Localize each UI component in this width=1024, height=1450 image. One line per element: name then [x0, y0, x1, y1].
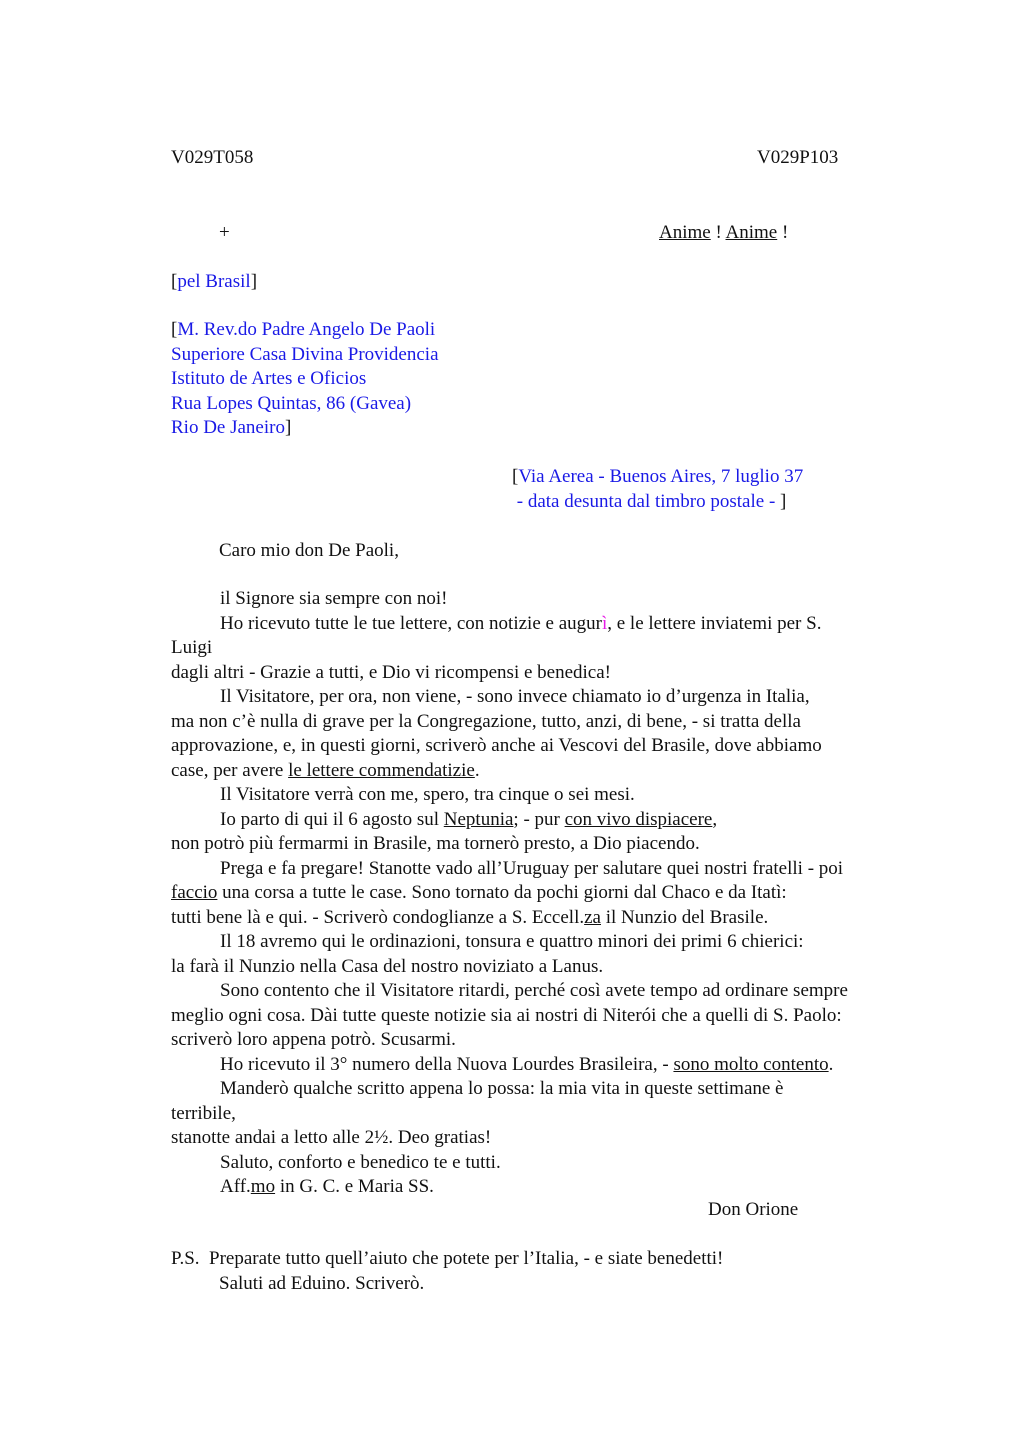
- body-line: Prega e fa pregare! Stanotte vado all’Uruguay per salutare quei nostri fratelli - poi: [220, 857, 844, 879]
- body-line: [171, 1175, 848, 1200]
- bracket-open: [: [512, 466, 519, 487]
- date-source-text: - data desunta dal timbro postale -: [512, 491, 781, 512]
- underlined-text: con vivo dispiacere: [564, 808, 713, 830]
- address-line: Rua Lopes Quintas, 86 (Gavea): [171, 392, 412, 414]
- salutation: Caro mio don De Paoli,: [219, 540, 399, 561]
- body-text: Ho ricevuto il 3° numero della Nuova Lourdes Brasileira, -: [220, 1053, 674, 1075]
- underlined-text: faccio: [171, 882, 218, 903]
- body-text: Aff.: [220, 1176, 251, 1197]
- body-text: Ho ricevuto tutte le tue lettere, con notizie e augur: [220, 612, 602, 634]
- address-line: [171, 318, 439, 343]
- body-text: case, per avere: [171, 759, 289, 781]
- letter-body: [171, 587, 848, 1200]
- destination-note: [171, 270, 257, 294]
- bracket-close: ]: [250, 271, 258, 292]
- body-line: [171, 759, 848, 784]
- postscript-line-1: P.S. Preparate tutto quell’aiuto che potete per l’Italia, - e siate benedetti!: [171, 1248, 724, 1269]
- address-block: [171, 318, 439, 441]
- body-line: il Signore sia sempre con noi!: [220, 588, 448, 609]
- body-line: Il 18 avremo qui le ordinazioni, tonsura e quattro minori dei primi 6 chierici:: [220, 931, 804, 952]
- bracket-open: [: [171, 271, 178, 292]
- address-line: Istituto de Artes e Oficios: [171, 368, 367, 389]
- body-line: Luigi: [171, 637, 213, 658]
- body-line: Manderò qualche scritto appena lo possa: la mia vita in queste settimane è: [220, 1078, 784, 1099]
- destination-text: pel Brasil: [177, 271, 251, 292]
- address-line: [171, 416, 439, 441]
- motto-word-2: Anime: [725, 222, 778, 243]
- bracket-close: ]: [780, 491, 787, 512]
- body-line: dagli altri - Grazie a tutti, e Dio vi ricompensi e benedica!: [171, 661, 611, 683]
- body-line: meglio ogni cosa. Dài tutte queste notizie sia ai nostri di Niterói che a quelli di S. Paolo:: [171, 1004, 842, 1026]
- body-text: Io parto di qui il 6 agosto sul: [220, 808, 444, 830]
- body-line: [171, 808, 848, 833]
- cross-symbol: +: [219, 222, 230, 243]
- date-note-line-2: [512, 490, 786, 514]
- underlined-text: le lettere commendatizie: [288, 759, 475, 781]
- body-text: .: [474, 759, 480, 781]
- signature: Don Orione: [708, 1199, 799, 1220]
- body-line: [171, 1053, 848, 1078]
- body-text: in G. C. e Maria SS.: [275, 1176, 434, 1197]
- body-line: Il Visitatore verrà con me, spero, tra cinque o sei mesi.: [220, 784, 635, 805]
- motto-exclamation-1: !: [715, 222, 722, 243]
- body-line: [171, 612, 848, 637]
- underlined-text: Neptunia: [443, 808, 514, 830]
- body-line: scriverò loro appena potrò. Scusarmi.: [171, 1029, 456, 1050]
- body-line: Saluto, conforto e benedico te e tutti.: [220, 1151, 501, 1173]
- date-note-line-1: [512, 465, 803, 489]
- document-code-left: V029T058: [171, 147, 254, 168]
- body-line: ma non c’è nulla di grave per la Congregazione, tutto, anzi, di bene, - si tratta della: [171, 710, 801, 732]
- underlined-text: za: [584, 906, 601, 928]
- address-line: Superiore Casa Divina Providencia: [171, 343, 439, 365]
- body-text: il Nunzio del Brasile.: [600, 906, 769, 928]
- body-line: Il Visitatore, per ora, non viene, - sono invece chiamato io d’urgenza in Italia,: [220, 686, 810, 707]
- motto-word-1: Anime: [659, 222, 711, 243]
- date-text: Via Aerea - Buenos Aires, 7 luglio 37: [518, 466, 804, 487]
- body-text: .: [828, 1053, 834, 1075]
- motto: [659, 221, 788, 245]
- body-text: una corsa a tutte le case. Sono tornato da pochi giorni dal Chaco e da Itatì:: [217, 882, 787, 903]
- document-code-right: V029P103: [757, 147, 839, 168]
- body-line: approvazione, e, in questi giorni, scriverò anche ai Vescovi del Brasile, dove abbiamo: [171, 735, 822, 756]
- body-text: ; - pur: [513, 808, 565, 830]
- body-text: tutti bene là e qui. - Scriverò condoglianze a S. Eccell.: [171, 906, 585, 928]
- underlined-text: sono molto contento: [673, 1053, 829, 1075]
- body-line: terribile,: [171, 1102, 236, 1124]
- underlined-text: mo: [250, 1176, 276, 1197]
- address-text: Rio De Janeiro: [171, 417, 285, 438]
- body-line: [171, 881, 848, 906]
- body-text: ,: [712, 808, 718, 830]
- postscript-line-2: Saluti ad Eduino. Scriverò.: [219, 1273, 425, 1294]
- editorial-correction: ì: [601, 612, 608, 634]
- bracket-close: ]: [284, 417, 292, 438]
- body-line: [171, 906, 848, 931]
- body-text: , e le lettere inviatemi per S.: [607, 612, 822, 634]
- body-line: la farà il Nunzio nella Casa del nostro noviziato a Lanus.: [171, 955, 604, 977]
- body-line: Sono contento che il Visitatore ritardi, perché così avete tempo ad ordinare sempre: [220, 980, 848, 1001]
- address-text: M. Rev.do Padre Angelo De Paoli: [177, 319, 436, 340]
- motto-exclamation-2: !: [781, 222, 789, 243]
- body-line: non potrò più fermarmi in Brasile, ma tornerò presto, a Dio piacendo.: [171, 833, 700, 854]
- body-line: stanotte andai a letto alle 2½. Deo gratias!: [171, 1127, 492, 1148]
- bracket-open: [: [171, 319, 178, 340]
